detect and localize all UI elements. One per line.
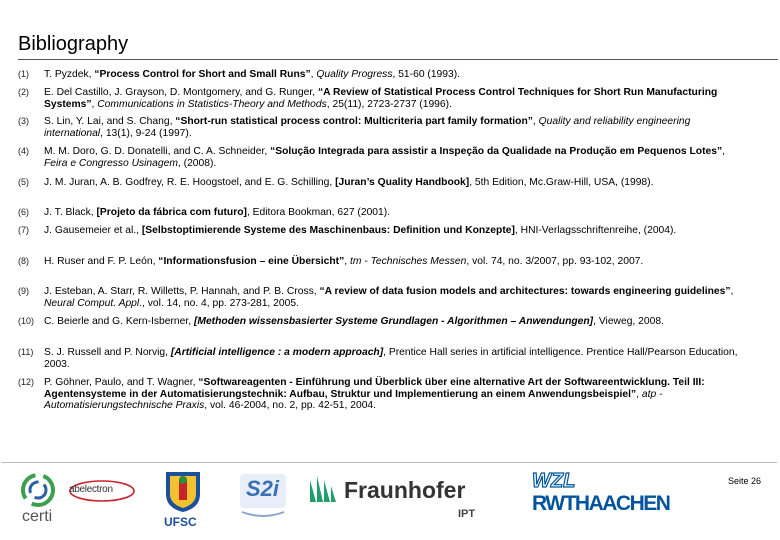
reference-item [18,116,738,139]
reference-authors: M. M. Doro, G. D. Donatelli, and C. A. Schneider, [44,146,271,157]
reference-source: Communications in Statistics-Theory and Methods [97,98,327,110]
reference-details: , 51-60 (1993). [392,69,461,80]
page-title: Bibliography [18,33,129,55]
reference-authors: J. Esteban, A. Starr, R. Willetts, P. Hannah, and P. B. Cross, [44,286,320,297]
reference-item [18,177,738,189]
reference-item [18,256,738,268]
reference-authors: S. J. Russell and P. Norvig, [44,347,171,358]
reference-title: “Softwareagenten - Einführung und Überblick über eine alternative Art der Softwareentwicklung. Teil III: Agentensysteme in der Automatisierungstechnik: Aufbau, Struktur und Implementierung an einem Anwendungsbeispiel” [44,377,705,400]
reference-sep: , [310,69,317,80]
reference-number: (4) [18,146,29,156]
reference-source: Neural Comput. Appl. [44,297,143,309]
reference-text [44,87,738,110]
reference-authors: S. Lin, Y. Lai, and S. Chang, [44,116,176,127]
reference-source: Quality and reliability engineering international [44,116,691,139]
reference-sep: , [636,388,642,400]
reference-details: , HNI-Verlagsschriftenreihe, (2004). [514,225,677,236]
wzl-rwth-logo [530,470,690,518]
reference-title: “A review of data fusion models and architectures: towards engineering guidelines” [319,286,731,297]
reference-authors: J. Gausemeier et al., [44,225,142,236]
reference-number: (3) [18,116,29,126]
reference-text [44,146,738,169]
fraunhofer-label: Fraunhofer [344,477,466,503]
reference-item [18,347,738,370]
reference-authors: C. Beierle and G. Kern-Isberner, [44,316,194,327]
reference-number: (1) [18,69,29,79]
reference-number: (7) [18,225,29,235]
reference-details: , vol. 14, no. 4, pp. 273-281, 2005. [142,297,299,309]
abelectron-logo [66,478,136,504]
footer-rule [2,462,777,463]
reference-title: [Methoden wissensbasierter Systeme Grundlagen - Algorithmen – Anwendungen] [193,316,594,327]
reference-number: (2) [18,87,29,97]
reference-number: (6) [18,207,29,217]
reference-text [44,225,738,237]
reference-authors: E. Del Castillo, J. Grayson, D. Montgomery, and G. Runger, [44,87,318,98]
certi-label: certi [22,508,53,525]
reference-authors: J. T. Black, [44,207,97,218]
reference-title: “Solução Integrada para assistir a Inspeção da Qualidade na Produção em Pequenos Lotes” [270,146,723,157]
reference-source: Quality Progress [316,69,393,80]
reference-details: , vol. 74, no. 3/2007, pp. 93-102, 2007. [466,256,644,267]
reference-title: “Informationsfusion – eine Übersicht” [158,256,345,267]
reference-text [44,256,738,268]
certi-emblem-icon [12,470,64,510]
reference-item [18,87,738,110]
wzl-label: WZL [532,470,576,492]
reference-authors: H. Ruser and F. P. León, [44,256,159,267]
fraunhofer-sub-label: IPT [458,508,476,520]
rwth-label: RWTHAACHEN [532,492,670,515]
reference-sep: , [532,116,539,127]
reference-details: , (2008). [177,157,217,169]
reference-title: “Process Control for Short and Small Runs” [94,69,311,80]
reference-sep: , [91,98,98,110]
fraunhofer-emblem-icon [308,474,338,504]
reference-item [18,69,738,81]
reference-item [18,207,738,219]
slide-number: Seite 26 [727,476,761,486]
reference-sep: , [344,256,350,267]
ufsc-crest-icon [160,468,206,514]
reference-item [18,377,738,412]
reference-details: , 25(11), 2723-2737 (1996). [326,98,452,110]
reference-title: [Projeto da fábrica com futuro] [96,207,247,218]
title-rule [18,59,778,60]
reference-details: , 13(1), 9-24 (1997). [100,127,192,139]
reference-details: , vol. 46-2004, no. 2, pp. 42-51, 2004. [204,400,377,412]
ufsc-logo [160,468,206,530]
reference-item [18,225,738,237]
reference-number: (5) [18,177,29,187]
reference-source: tm - Technisches Messen [349,256,467,267]
reference-source: Feira e Congresso Usinagem [44,157,178,169]
reference-sep: , [730,286,734,297]
reference-item [18,146,738,169]
reference-text [44,177,738,189]
reference-item [18,316,738,328]
reference-title: [Selbstoptimierende Systeme des Maschinenbaus: Definition und Konzepte] [141,225,515,236]
reference-source: atp - Automatisierungstechnische Praxis [44,388,663,412]
reference-text [44,116,738,139]
reference-number: (10) [18,316,35,326]
reference-text [44,377,738,412]
reference-authors: P. Göhner, Paulo, and T. Wagner, [44,377,199,388]
reference-number: (8) [18,256,29,266]
reference-details: , Vieweg, 2008. [593,316,664,327]
reference-title: [Artificial intelligence : a modern approach] [170,347,384,358]
reference-authors: T. Pyzdek, [44,69,95,80]
reference-authors: J. M. Juran, A. B. Godfrey, R. E. Hoogstoel, and E. G. Schilling, [44,177,336,188]
reference-item [18,286,738,309]
fraunhofer-logo [308,474,488,522]
certi-logo [12,470,64,528]
reference-title: “A Review of Statistical Process Control Techniques for Short Run Manufacturing Systems” [44,87,718,110]
reference-details: , Prentice Hall series in artificial intelligence. Prentice Hall/Pearson Education, 2003. [44,347,738,370]
s2i-logo [238,472,288,520]
reference-title: “Short-run statistical process control: Multicriteria part family formation” [175,116,533,127]
reference-text [44,207,738,219]
reference-sep: , [722,146,725,157]
reference-text [44,347,738,370]
reference-text [44,316,738,328]
reference-details: , Editora Bookman, 627 (2001). [246,207,391,218]
reference-details: , 5th Edition, Mc.Graw-Hill, USA, (1998). [469,177,654,188]
reference-text [44,69,738,81]
reference-text [44,286,738,309]
reference-number: (12) [18,377,35,387]
reference-title: [Juran’s Quality Handbook] [335,177,470,188]
s2i-label: S2i [246,476,280,501]
abelectron-label: abelectron [69,484,113,495]
reference-number: (11) [18,347,34,357]
reference-number: (9) [18,286,29,296]
ufsc-label: UFSC [164,515,197,529]
